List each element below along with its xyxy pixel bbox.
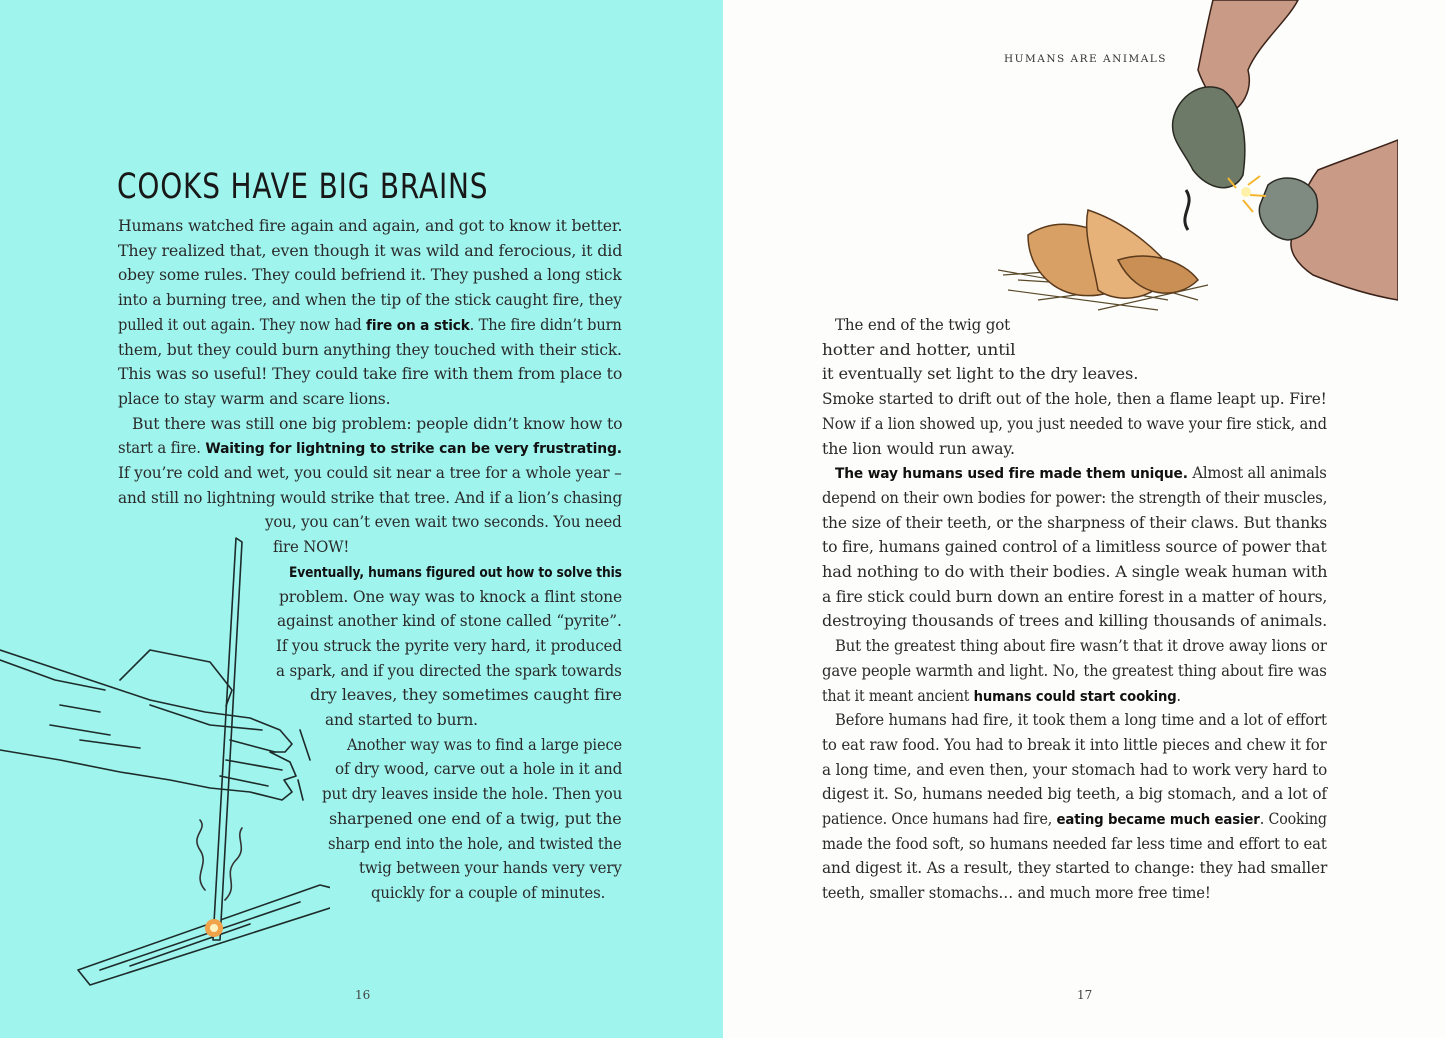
text-line bbox=[279, 585, 622, 609]
text-span: problem. One way was to knock a flint stone bbox=[279, 587, 623, 606]
text-span: you, you can’t even wait two seconds. You need bbox=[265, 513, 622, 532]
text-span: destroying thousands of trees and killing thousands of animals. bbox=[822, 612, 1328, 631]
highlighted-phrase: fire on a stick bbox=[366, 317, 470, 334]
text-line bbox=[322, 782, 622, 806]
text-span: that it meant ancient bbox=[822, 686, 974, 705]
text-line bbox=[265, 510, 622, 534]
text-line bbox=[276, 634, 622, 658]
text-span: But the greatest thing about fire wasn’t that it drove away lions or bbox=[835, 637, 1327, 656]
text-span: the lion would run away. bbox=[822, 439, 1015, 458]
text-span: dry leaves, they sometimes caught fire bbox=[310, 686, 622, 705]
text-span: digest it. So, humans needed big teeth, a big stomach, and a lot of bbox=[822, 785, 1327, 804]
text-span: Humans watched fire again and again, and got to know it better. bbox=[118, 217, 623, 235]
text-span: twig between your hands very very bbox=[359, 859, 622, 878]
text-line bbox=[118, 239, 622, 263]
text-line bbox=[118, 288, 622, 312]
text-span: to eat raw food. You had to break it into little pieces and chew it for bbox=[822, 735, 1327, 754]
text-span: The end of the twig got bbox=[835, 316, 1011, 334]
text-line bbox=[822, 782, 1327, 806]
text-span: them, but they could burn anything they touched with their stick. bbox=[118, 340, 622, 359]
text-span: depend on their own bodies for power: the strength of their muscles, bbox=[822, 488, 1328, 507]
text-line bbox=[359, 856, 622, 880]
text-line bbox=[371, 881, 605, 905]
text-line bbox=[822, 560, 1327, 584]
text-line bbox=[118, 313, 622, 337]
text-line bbox=[822, 412, 1327, 436]
text-line bbox=[822, 338, 1015, 362]
text-span: Before humans had fire, it took them a long time and a lot of effort bbox=[835, 711, 1327, 730]
text-span: made the food soft, so humans needed far less time and effort to eat bbox=[822, 834, 1327, 853]
text-span: . The fire didn’t burn bbox=[469, 315, 622, 334]
right-page bbox=[723, 0, 1445, 1038]
flint-striking-illustration bbox=[998, 0, 1398, 330]
text-line bbox=[118, 338, 622, 362]
text-line bbox=[118, 263, 622, 287]
text-span: pulled it out again. They now had bbox=[118, 315, 367, 334]
text-span: fire NOW! bbox=[273, 538, 350, 557]
text-span: If you’re cold and wet, you could sit near a tree for a whole year – bbox=[118, 464, 622, 482]
text-line bbox=[835, 634, 1327, 658]
text-span: This was so useful! They could take fire with them from place to bbox=[118, 365, 623, 384]
text-line bbox=[132, 412, 622, 436]
text-line bbox=[329, 807, 622, 831]
text-line bbox=[822, 437, 1015, 461]
text-span: sharp end into the hole, and twisted the bbox=[328, 834, 622, 853]
text-span: and started to burn. bbox=[325, 711, 478, 729]
text-line bbox=[822, 535, 1327, 559]
text-span: teeth, smaller stomachs… and much more free time! bbox=[822, 884, 1211, 903]
text-span: obey some rules. They could befriend it. They pushed a long stick bbox=[118, 266, 622, 285]
text-span: put dry leaves inside the hole. Then you bbox=[322, 785, 623, 804]
text-span: Now if a lion showed up, you just needed to wave your fire stick, and bbox=[822, 414, 1327, 433]
text-span: start a fire. bbox=[118, 439, 206, 458]
text-line bbox=[277, 609, 622, 633]
text-span: and still no lightning would strike that tree. And if a lion’s chasing bbox=[118, 488, 623, 507]
text-line bbox=[325, 708, 478, 732]
text-span: a fire stick could burn down an entire forest in a matter of hours, bbox=[822, 587, 1328, 606]
text-line bbox=[118, 214, 622, 238]
text-span: But there was still one big problem: people didn’t know how to bbox=[132, 414, 623, 433]
text-line bbox=[822, 856, 1327, 880]
text-span: Almost all animals bbox=[1187, 464, 1327, 483]
highlighted-phrase: humans could start cooking bbox=[973, 688, 1177, 705]
text-line bbox=[835, 461, 1327, 485]
text-line bbox=[822, 486, 1327, 510]
text-span: it eventually set light to the dry leaves. bbox=[822, 365, 1139, 384]
text-span: against another kind of stone called “pyrite”. bbox=[277, 612, 622, 631]
highlighted-phrase: eating became much easier bbox=[1056, 812, 1260, 828]
text-span: If you struck the pyrite very hard, it produced bbox=[276, 636, 622, 655]
text-span: a spark, and if you directed the spark towards bbox=[276, 661, 622, 680]
highlighted-phrase: The way humans used fire made them unique. bbox=[835, 466, 1188, 483]
text-span: into a burning tree, and when the tip of the stick caught fire, they bbox=[118, 291, 622, 310]
highlighted-phrase: Eventually, humans figured out how to solve this bbox=[289, 564, 622, 581]
text-span: place to stay warm and scare lions. bbox=[118, 389, 391, 408]
text-line bbox=[118, 461, 622, 485]
text-span: of dry wood, carve out a hole in it and bbox=[335, 760, 623, 779]
text-span: Another way was to find a large piece bbox=[347, 735, 622, 754]
running-head: HUMANS ARE ANIMALS bbox=[1004, 53, 1167, 65]
text-span: . Cooking bbox=[1259, 810, 1327, 828]
page-number-left: 16 bbox=[355, 988, 371, 1002]
text-span: sharpened one end of a twig, put the bbox=[329, 809, 622, 828]
text-line bbox=[118, 486, 622, 510]
text-line bbox=[822, 511, 1327, 535]
text-span: a long time, and even then, your stomach had to work very hard to bbox=[822, 760, 1328, 779]
text-span: . bbox=[1176, 686, 1181, 705]
text-line bbox=[822, 684, 1181, 708]
text-line bbox=[822, 609, 1327, 633]
text-line bbox=[118, 387, 390, 411]
text-line bbox=[822, 733, 1327, 757]
text-line bbox=[310, 683, 622, 707]
text-line bbox=[118, 436, 622, 460]
text-line bbox=[822, 362, 1138, 386]
text-line bbox=[289, 560, 622, 584]
text-span: the size of their teeth, or the sharpness of their claws. But thanks bbox=[822, 513, 1328, 532]
text-line bbox=[822, 585, 1327, 609]
text-span: They realized that, even though it was wild and ferocious, it did bbox=[118, 241, 623, 260]
text-span: had nothing to do with their bodies. A single weak human with bbox=[822, 563, 1328, 581]
text-line bbox=[835, 313, 1010, 337]
text-line bbox=[347, 733, 622, 757]
text-span: and digest it. As a result, they started to change: they had smaller bbox=[822, 859, 1328, 878]
text-span: hotter and hotter, until bbox=[822, 340, 1016, 359]
highlighted-phrase: Waiting for lightning to strike can be very frustrating. bbox=[205, 441, 622, 458]
text-span: gave people warmth and light. No, the greatest thing about fire was bbox=[822, 661, 1327, 680]
page-number-right: 17 bbox=[1077, 988, 1093, 1002]
text-span: quickly for a couple of minutes. bbox=[371, 883, 606, 902]
text-line bbox=[335, 757, 622, 781]
text-line bbox=[822, 832, 1327, 856]
text-span: Smoke started to drift out of the hole, then a flame leapt up. Fire! bbox=[822, 390, 1327, 409]
text-line bbox=[273, 535, 349, 559]
text-line bbox=[835, 708, 1327, 732]
text-line bbox=[822, 659, 1327, 683]
text-span: patience. Once humans had fire, bbox=[822, 810, 1057, 828]
page-title: COOKS HAVE BIG BRAINS bbox=[117, 167, 489, 207]
spark-icon bbox=[1241, 187, 1251, 197]
text-line bbox=[822, 387, 1327, 411]
text-line bbox=[328, 832, 622, 856]
text-line bbox=[276, 659, 622, 683]
text-span: to fire, humans gained control of a limitless source of power that bbox=[822, 538, 1327, 557]
text-line bbox=[822, 758, 1327, 782]
text-line bbox=[822, 881, 1211, 905]
text-line bbox=[118, 362, 622, 386]
text-line bbox=[822, 807, 1327, 831]
